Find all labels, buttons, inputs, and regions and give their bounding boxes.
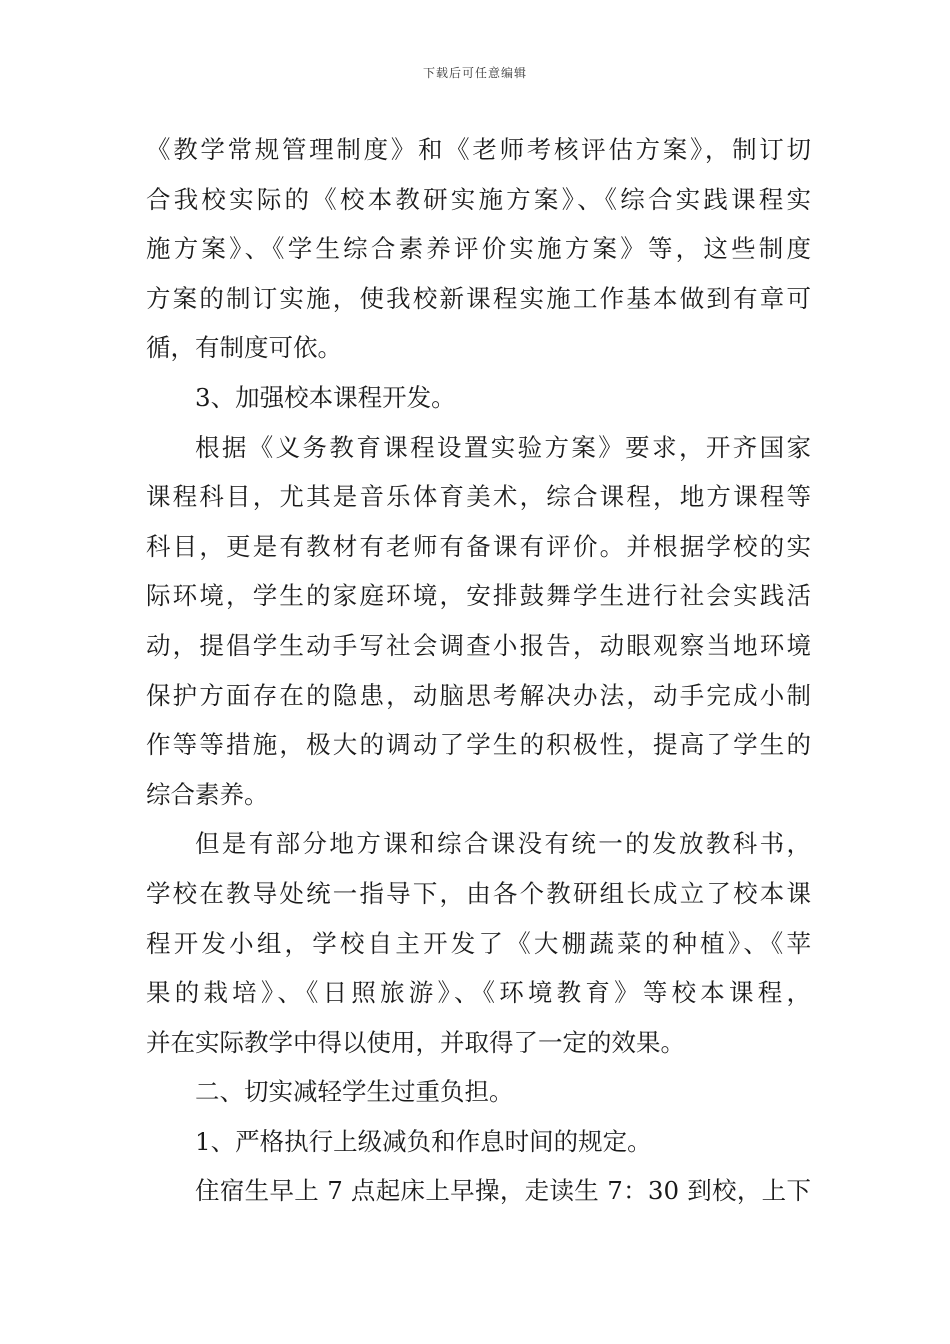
text-line: 动，提倡学生动手写社会调查小报告，动眼观察当地环境 [146,630,811,660]
document-body [146,125,811,1216]
text-line: 综合素养。 [146,779,269,809]
text-line: 循，有制度可依。 [146,333,342,363]
text-line: 合我校实际的《校本教研实施方案》、《综合实践课程实 [146,184,811,214]
page-header-note: 下载后可任意编辑 [422,66,527,80]
text-line: 方案的制订实施，使我校新课程实施工作基本做到有章可 [146,283,811,313]
text-line: 并在实际教学中得以使用，并取得了一定的效果。 [146,1027,685,1057]
text-line: 施方案》、《学生综合素养评价实施方案》等，这些制度 [146,234,811,264]
text-line: 二、切实减轻学生过重负担。 [195,1077,514,1107]
text-line: 际环境，学生的家庭环境，安排鼓舞学生进行社会实践活 [146,581,811,611]
text-line: 科目，更是有教材有老师有备课有评价。并根据学校的实 [146,531,811,561]
text-line: 程开发小组，学校自主开发了《大棚蔬菜的种植》、《苹 [146,928,811,958]
text-line: 果的栽培》、《日照旅游》、《环境教育》等校本课程， [146,978,811,1008]
text-line: 《教学常规管理制度》和《老师考核评估方案》，制订切 [146,135,811,164]
text-line: 1、严格执行上级减负和作息时间的规定。 [195,1126,652,1156]
text-line: 3、加强校本课程开发。 [195,382,456,412]
text-line: 但是有部分地方课和综合课没有统一的发放教科书， [195,829,811,859]
text-line: 根据《义务教育课程设置实验方案》要求，开齐国家 [195,432,811,462]
text-line: 作等等措施，极大的调动了学生的积极性，提高了学生的 [146,730,811,760]
text-line: 保护方面存在的隐患，动脑思考解决办法，动手完成小制 [146,680,811,710]
text-line: 住宿生早上 7 点起床上早操，走读生 7：30 到校，上下 [195,1176,811,1206]
text-line: 课程科目，尤其是音乐体育美术，综合课程，地方课程等 [146,482,811,512]
text-line: 学校在教导处统一指导下，由各个教研组长成立了校本课 [146,878,811,908]
